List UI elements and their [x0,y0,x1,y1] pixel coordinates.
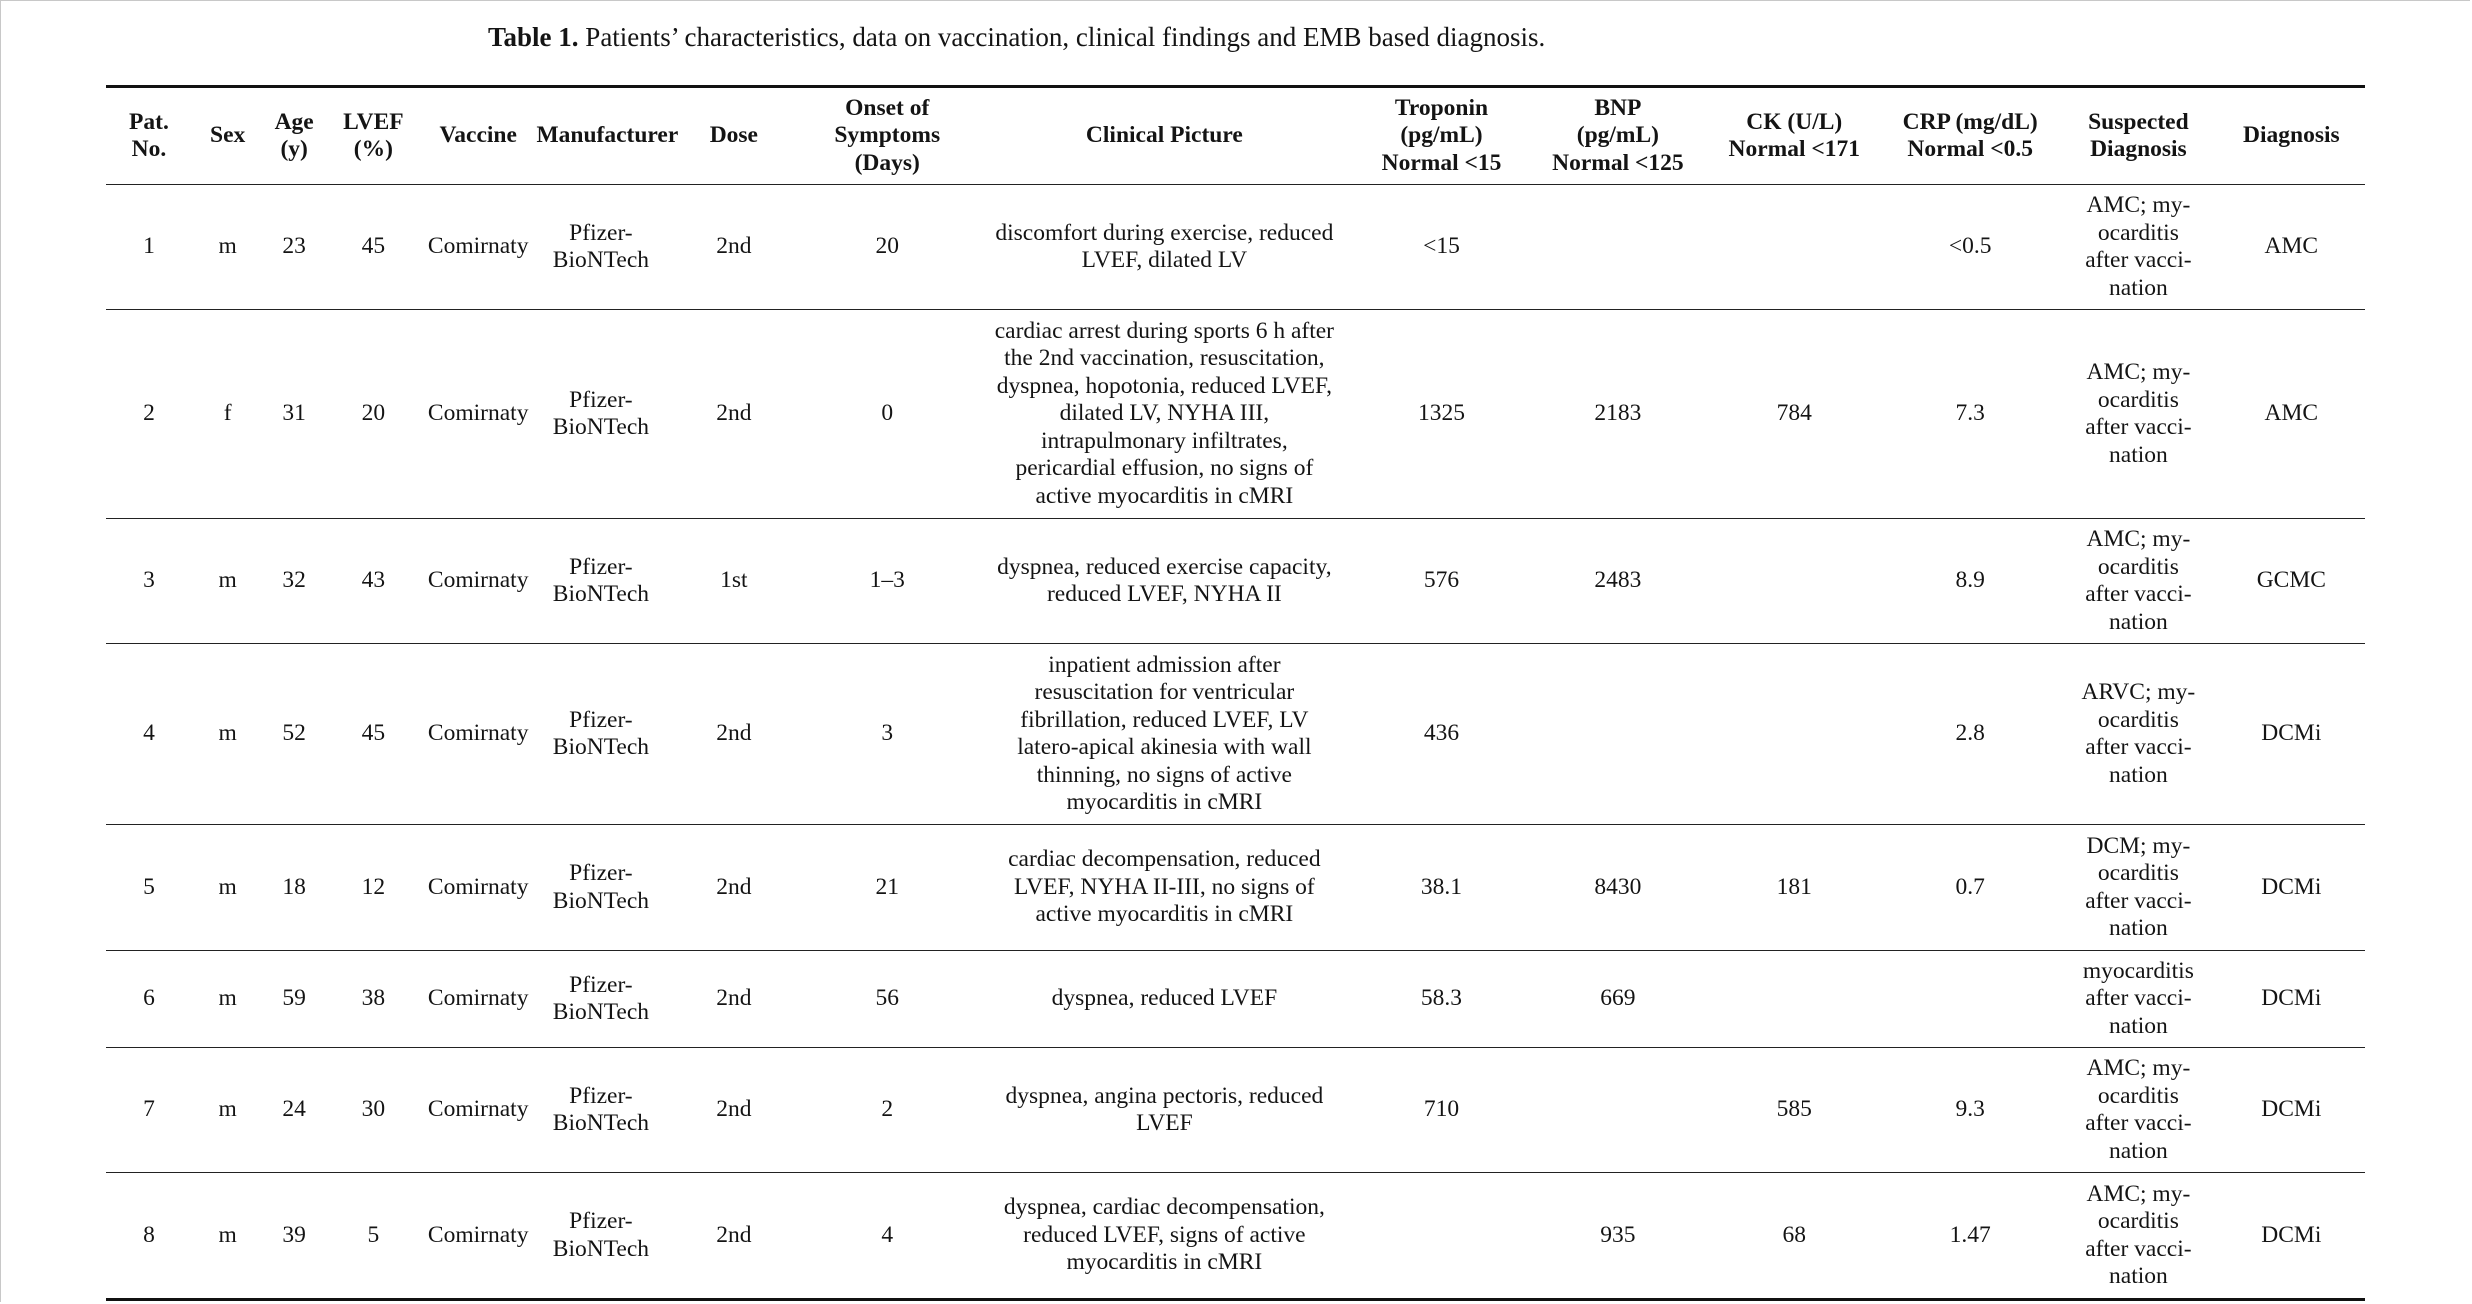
cell-dose: 2nd [667,951,800,1048]
cell-bnp: 8430 [1528,825,1707,951]
cell-vaccine: Comirnaty [422,519,534,644]
cell-manufacturer: Pfizer- BioNTech [534,310,667,519]
cell-troponin: 38.1 [1355,825,1529,951]
cell-pat-no: 2 [106,310,192,519]
table-caption [488,22,1545,53]
cell-crp: 9.3 [1881,1048,2059,1173]
cell-dose: 2nd [667,185,800,310]
cell-clinical-picture: dyspnea, reduced LVEF [974,951,1354,1048]
cell-sex: m [192,519,264,644]
cell-dose: 2nd [667,310,800,519]
cell-troponin: 1325 [1355,310,1529,519]
cell-sex: m [192,1173,264,1300]
header-sex: Sex [192,87,264,185]
cell-age: 23 [263,185,324,310]
cell-ck [1707,951,1881,1048]
cell-ck [1707,519,1881,644]
cell-pat-no: 7 [106,1048,192,1173]
cell-troponin: 576 [1355,519,1529,644]
cell-clinical-picture: dyspnea, reduced exercise capacity, reduced LVEF, NYHA II [974,519,1354,644]
cell-troponin: 436 [1355,644,1529,825]
cell-pat-no: 8 [106,1173,192,1300]
cell-ck: 181 [1707,825,1881,951]
header-vaccine: Vaccine [422,87,534,185]
cell-age: 39 [263,1173,324,1300]
cell-clinical-picture: discomfort during exercise, reduced LVEF, dilated LV [974,185,1354,310]
cell-manufacturer: Pfizer- BioNTech [534,1173,667,1300]
cell-manufacturer: Pfizer- BioNTech [534,825,667,951]
cell-diagnosis: DCMi [2218,644,2365,825]
patients-table [106,85,2365,1301]
cell-bnp: 2483 [1528,519,1707,644]
cell-vaccine: Comirnaty [422,185,534,310]
table-caption-text: Patients’ characteristics, data on vaccination, clinical findings and EMB based diagnosis. [585,22,1546,52]
cell-onset: 56 [800,951,974,1048]
cell-clinical-picture: dyspnea, angina pectoris, reduced LVEF [974,1048,1354,1173]
cell-dose: 2nd [667,644,800,825]
cell-lvef: 30 [325,1048,422,1173]
cell-sex: f [192,310,264,519]
cell-onset: 2 [800,1048,974,1173]
cell-onset: 3 [800,644,974,825]
cell-lvef: 38 [325,951,422,1048]
header-manufacturer: Manufacturer [534,87,667,185]
cell-troponin: <15 [1355,185,1529,310]
table-row [106,519,2365,644]
header-onset: Onset of Symptoms (Days) [800,87,974,185]
cell-suspected-diagnosis: myocarditis after vacci- nation [2059,951,2218,1048]
cell-onset: 1–3 [800,519,974,644]
cell-diagnosis: AMC [2218,310,2365,519]
cell-ck [1707,644,1881,825]
cell-crp: 1.47 [1881,1173,2059,1300]
cell-vaccine: Comirnaty [422,951,534,1048]
cell-suspected-diagnosis: AMC; my- ocarditis after vacci- nation [2059,185,2218,310]
cell-dose: 2nd [667,1048,800,1173]
cell-ck: 68 [1707,1173,1881,1300]
cell-ck: 585 [1707,1048,1881,1173]
cell-manufacturer: Pfizer- BioNTech [534,1048,667,1173]
table-row [106,825,2365,951]
cell-clinical-picture: dyspnea, cardiac decompensation, reduced LVEF, signs of active myocarditis in cMRI [974,1173,1354,1300]
table-row [106,310,2365,519]
table-row [106,1048,2365,1173]
cell-lvef: 45 [325,185,422,310]
cell-diagnosis: DCMi [2218,1173,2365,1300]
cell-lvef: 43 [325,519,422,644]
header-crp: CRP (mg/dL) Normal <0.5 [1881,87,2059,185]
header-suspected-diagnosis: Suspected Diagnosis [2059,87,2218,185]
cell-troponin: 710 [1355,1048,1529,1173]
cell-lvef: 45 [325,644,422,825]
cell-vaccine: Comirnaty [422,644,534,825]
cell-clinical-picture: cardiac arrest during sports 6 h after the 2nd vaccination, resuscitation, dyspnea, hopotonia, reduced LVEF, dilated LV, NYHA III, intrapulmonary infiltrates, pericardial effusion, no signs of active myocarditis in cMRI [974,310,1354,519]
cell-dose: 2nd [667,1173,800,1300]
cell-dose: 1st [667,519,800,644]
cell-manufacturer: Pfizer- BioNTech [534,519,667,644]
header-diagnosis: Diagnosis [2218,87,2365,185]
cell-vaccine: Comirnaty [422,1048,534,1173]
cell-ck [1707,185,1881,310]
cell-sex: m [192,644,264,825]
cell-pat-no: 5 [106,825,192,951]
header-clinical-picture: Clinical Picture [974,87,1354,185]
cell-sex: m [192,825,264,951]
cell-age: 18 [263,825,324,951]
table-row [106,1173,2365,1300]
header-bnp: BNP (pg/mL) Normal <125 [1528,87,1707,185]
cell-diagnosis: DCMi [2218,825,2365,951]
table-caption-label: Table 1. [488,22,579,52]
cell-sex: m [192,185,264,310]
cell-crp: 2.8 [1881,644,2059,825]
cell-suspected-diagnosis: AMC; my- ocarditis after vacci- nation [2059,519,2218,644]
cell-vaccine: Comirnaty [422,1173,534,1300]
cell-troponin: 58.3 [1355,951,1529,1048]
cell-age: 32 [263,519,324,644]
cell-pat-no: 3 [106,519,192,644]
cell-bnp: 935 [1528,1173,1707,1300]
cell-crp: 8.9 [1881,519,2059,644]
cell-crp [1881,951,2059,1048]
cell-ck: 784 [1707,310,1881,519]
cell-suspected-diagnosis: AMC; my- ocarditis after vacci- nation [2059,1173,2218,1300]
cell-crp: 7.3 [1881,310,2059,519]
cell-troponin [1355,1173,1529,1300]
cell-sex: m [192,951,264,1048]
cell-bnp: 2183 [1528,310,1707,519]
cell-age: 31 [263,310,324,519]
cell-onset: 0 [800,310,974,519]
cell-onset: 21 [800,825,974,951]
cell-bnp [1528,1048,1707,1173]
cell-vaccine: Comirnaty [422,310,534,519]
table-row [106,185,2365,310]
cell-diagnosis: DCMi [2218,951,2365,1048]
cell-pat-no: 1 [106,185,192,310]
table-header-row [106,87,2365,185]
header-troponin: Troponin (pg/mL) Normal <15 [1355,87,1529,185]
cell-age: 52 [263,644,324,825]
cell-onset: 4 [800,1173,974,1300]
cell-dose: 2nd [667,825,800,951]
cell-clinical-picture: cardiac decompensation, reduced LVEF, NYHA II-III, no signs of active myocarditis in cMRI [974,825,1354,951]
cell-bnp [1528,185,1707,310]
header-pat-no: Pat. No. [106,87,192,185]
header-age: Age (y) [263,87,324,185]
header-ck: CK (U/L) Normal <171 [1707,87,1881,185]
cell-onset: 20 [800,185,974,310]
cell-lvef: 20 [325,310,422,519]
cell-vaccine: Comirnaty [422,825,534,951]
cell-manufacturer: Pfizer- BioNTech [534,185,667,310]
cell-crp: <0.5 [1881,185,2059,310]
table-row [106,951,2365,1048]
header-lvef: LVEF (%) [325,87,422,185]
cell-clinical-picture: inpatient admission after resuscitation for ventricular fibrillation, reduced LVEF, LV latero-apical akinesia with wall thinning, no signs of active myocarditis in cMRI [974,644,1354,825]
cell-suspected-diagnosis: DCM; my- ocarditis after vacci- nation [2059,825,2218,951]
cell-suspected-diagnosis: AMC; my- ocarditis after vacci- nation [2059,1048,2218,1173]
cell-age: 59 [263,951,324,1048]
table-row [106,644,2365,825]
cell-age: 24 [263,1048,324,1173]
cell-suspected-diagnosis: ARVC; my- ocarditis after vacci- nation [2059,644,2218,825]
cell-bnp: 669 [1528,951,1707,1048]
cell-sex: m [192,1048,264,1173]
cell-lvef: 12 [325,825,422,951]
cell-manufacturer: Pfizer- BioNTech [534,951,667,1048]
cell-crp: 0.7 [1881,825,2059,951]
cell-lvef: 5 [325,1173,422,1300]
cell-pat-no: 4 [106,644,192,825]
cell-bnp [1528,644,1707,825]
cell-diagnosis: GCMC [2218,519,2365,644]
cell-manufacturer: Pfizer- BioNTech [534,644,667,825]
cell-suspected-diagnosis: AMC; my- ocarditis after vacci- nation [2059,310,2218,519]
header-dose: Dose [667,87,800,185]
cell-pat-no: 6 [106,951,192,1048]
cell-diagnosis: DCMi [2218,1048,2365,1173]
cell-diagnosis: AMC [2218,185,2365,310]
